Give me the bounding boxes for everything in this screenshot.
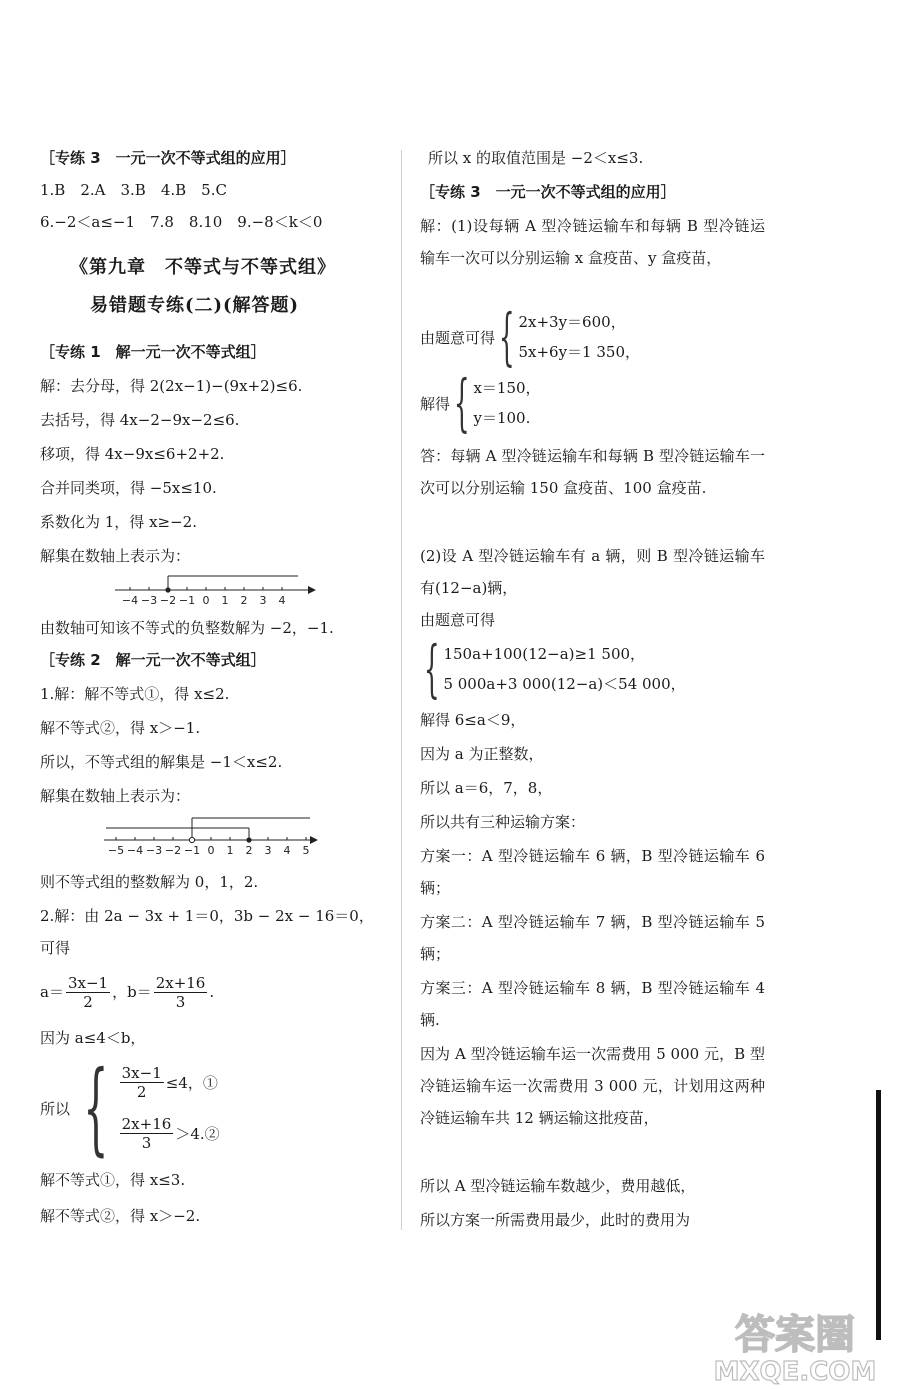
tick-label: 1 bbox=[226, 844, 234, 857]
r-line-1: 解得 6≤a＜9， bbox=[420, 711, 526, 729]
inequality-1: 150a+100(12−a)≥1 500， bbox=[443, 645, 646, 663]
tick-label: 3 bbox=[259, 594, 267, 607]
tick-label: 2 bbox=[245, 844, 253, 857]
tick-label: −2 bbox=[159, 594, 177, 607]
plan-1: 方案一：A 型冷链运输车 6 辆，B 型冷链运输车 6 辆； bbox=[420, 847, 765, 897]
column-divider bbox=[401, 150, 402, 1230]
closed-dot bbox=[246, 837, 251, 842]
sys1-frac bbox=[120, 1064, 164, 1101]
number-line-2 bbox=[100, 812, 370, 860]
sys1-tail: ≤4，① bbox=[165, 1073, 218, 1092]
left-brace: { bbox=[453, 366, 470, 439]
tick-label: 5 bbox=[302, 844, 310, 857]
tick-label: −3 bbox=[145, 844, 163, 857]
r-line-4: 所以共有三种运输方案： bbox=[420, 813, 586, 831]
s1-line-6: 解集在数轴上表示为： bbox=[40, 547, 191, 565]
sys2-tail: ＞4.② bbox=[175, 1124, 220, 1143]
equation-2: 5x+6y＝1 350， bbox=[518, 343, 640, 361]
part1-intro: 解：(1)设每辆 A 型冷链运输车和每辆 B 型冷链运输车一次可以分别运输 x 盒疫苗、y 盒疫苗， bbox=[420, 217, 765, 267]
frac-b-den: 3 bbox=[175, 992, 186, 1011]
frac-a bbox=[66, 974, 110, 1011]
r-line-3: 所以 a＝6，7，8， bbox=[420, 779, 553, 797]
section3-answers-1: 1.B 2.A 3.B 4.B 5.C bbox=[40, 181, 227, 199]
equation-system bbox=[420, 300, 640, 373]
solution-1: x＝150， bbox=[473, 379, 541, 397]
section3-header-left: ［专练 3 一元一次不等式组的应用］ bbox=[40, 149, 296, 167]
s1-conclusion: 由数轴可知该不等式的负整数解为 −2，−1. bbox=[40, 619, 334, 637]
number-line-1 bbox=[110, 570, 350, 610]
inequality-system-2 bbox=[420, 632, 686, 705]
left-brace: { bbox=[83, 1049, 109, 1166]
s2-line-3: 所以，不等式组的解集是 −1＜x≤2. bbox=[40, 753, 283, 771]
r-line-2: 因为 a 为正整数， bbox=[420, 745, 544, 763]
watermark-logo bbox=[700, 1300, 890, 1385]
jiede-label: 解得 bbox=[420, 394, 451, 413]
solution-system bbox=[420, 366, 541, 439]
cost-paragraph: 因为 A 型冷链运输车运一次需费用 5 000 元，B 型冷链运输车运一次需费用 3 000 元，计划用这两种冷链运输车共 12 辆运输这批疫苗， bbox=[420, 1045, 765, 1127]
left-brace: { bbox=[498, 300, 515, 373]
s2-part2-line1: 2.解：由 2a − 3x + 1＝0，3b − 2x − 16＝0， bbox=[40, 907, 374, 925]
yiti-label-2: 由题意可得 bbox=[420, 611, 496, 629]
watermark-top: 答案圈 bbox=[735, 1312, 855, 1358]
frac-b-num: 2x+16 bbox=[155, 973, 206, 992]
tick-label: −3 bbox=[140, 594, 158, 607]
s2-line-2: 解不等式②，得 x＞−1. bbox=[40, 719, 201, 737]
frac-a-num: 3x−1 bbox=[67, 973, 109, 992]
sys2-num: 2x+16 bbox=[121, 1115, 172, 1133]
tick-label: −2 bbox=[164, 844, 182, 857]
section3-header-right: ［专练 3 一元一次不等式组的应用］ bbox=[420, 183, 676, 201]
closed-dot bbox=[165, 587, 170, 592]
tick-label: −5 bbox=[107, 844, 125, 857]
inequality-system bbox=[40, 1049, 220, 1166]
tick-label: 3 bbox=[264, 844, 272, 857]
tick-label: 2 bbox=[240, 594, 248, 607]
section1-header: ［专练 1 解一元一次不等式组］ bbox=[40, 343, 266, 361]
equation-1: 2x+3y＝600， bbox=[518, 313, 626, 331]
inequality-2: 5 000a+3 000(12−a)＜54 000， bbox=[443, 675, 686, 693]
range-line: 所以 x 的取值范围是 −2＜x≤3. bbox=[428, 149, 644, 167]
tick-label: −1 bbox=[178, 594, 196, 607]
s1-line-5: 系数化为 1，得 x≥−2. bbox=[40, 513, 197, 531]
watermark-bottom: MXQE.COM bbox=[713, 1357, 877, 1385]
left-brace: { bbox=[423, 632, 440, 705]
end-line-1: 解不等式①，得 x≤3. bbox=[40, 1171, 186, 1189]
tick-label: −4 bbox=[121, 594, 139, 607]
sys1-den: 2 bbox=[136, 1083, 147, 1101]
s1-line-3: 移项，得 4x−9x≤6+2+2. bbox=[40, 445, 225, 463]
frac-a-den: 2 bbox=[83, 992, 93, 1011]
tick-label: 0 bbox=[207, 844, 215, 857]
chapter-subtitle: 易错题专练(二)(解答题) bbox=[90, 295, 300, 316]
because-line: 因为 a≤4＜b， bbox=[40, 1029, 146, 1047]
tick-label: 1 bbox=[221, 594, 229, 607]
s1-line-1: 解：去分母，得 2(2x−1)−(9x+2)≤6. bbox=[40, 377, 303, 395]
part2-intro: (2)设 A 型冷链运输车有 a 辆，则 B 型冷链运输车有(12−a)辆， bbox=[420, 547, 765, 597]
tick-label: 4 bbox=[278, 594, 286, 607]
tick-label: −1 bbox=[183, 844, 201, 857]
sys2-den: 3 bbox=[141, 1134, 152, 1152]
answer-paragraph: 答：每辆 A 型冷链运输车和每辆 B 型冷链运输车一次可以分别运输 150 盒疫苗、100 盒疫苗. bbox=[420, 447, 765, 497]
last-line-1: 所以 A 型冷链运输车数越少，费用越低， bbox=[420, 1177, 696, 1195]
s2-line-4: 解集在数轴上表示为： bbox=[40, 787, 191, 805]
s2-part2-line2: 可得 bbox=[40, 939, 71, 957]
plan-2: 方案二：A 型冷链运输车 7 辆，B 型冷链运输车 5 辆； bbox=[420, 913, 765, 963]
frac-a-prefix: a＝ bbox=[40, 983, 64, 1001]
last-line-2: 所以方案一所需费用最少，此时的费用为 bbox=[420, 1211, 691, 1229]
end-line-2: 解不等式②，得 x＞−2. bbox=[40, 1207, 201, 1225]
s2-integer-solutions: 则不等式组的整数解为 0，1，2. bbox=[40, 873, 259, 891]
tick-label: 0 bbox=[202, 594, 210, 607]
sys2-frac bbox=[120, 1115, 174, 1152]
yiti-label: 由题意可得 bbox=[420, 328, 496, 347]
frac-end: . bbox=[209, 983, 215, 1001]
tick-label: −4 bbox=[126, 844, 144, 857]
open-dot bbox=[189, 837, 194, 842]
s1-line-4: 合并同类项，得 −5x≤10. bbox=[40, 479, 217, 497]
s2-line-1: 1.解：解不等式①，得 x≤2. bbox=[40, 685, 230, 703]
chapter-title: 《第九章 不等式与不等式组》 bbox=[70, 257, 336, 278]
frac-b-prefix: ，b＝ bbox=[112, 983, 152, 1001]
section3-answers-2: 6.−2＜a≤−1 7.8 8.10 9.−8＜k＜0 bbox=[40, 213, 323, 231]
plan-3: 方案三：A 型冷链运输车 8 辆，B 型冷链运输车 4 辆. bbox=[420, 979, 765, 1029]
section2-header: ［专练 2 解一元一次不等式组］ bbox=[40, 651, 266, 669]
tick-label: 4 bbox=[283, 844, 291, 857]
solution-2: y＝100. bbox=[473, 409, 531, 427]
sys1-num: 3x−1 bbox=[121, 1064, 162, 1082]
frac-b bbox=[154, 974, 208, 1011]
suoyi-label: 所以 bbox=[40, 1099, 71, 1118]
s1-line-2: 去括号，得 4x−2−9x−2≤6. bbox=[40, 411, 240, 429]
fraction-expression bbox=[40, 972, 214, 1012]
